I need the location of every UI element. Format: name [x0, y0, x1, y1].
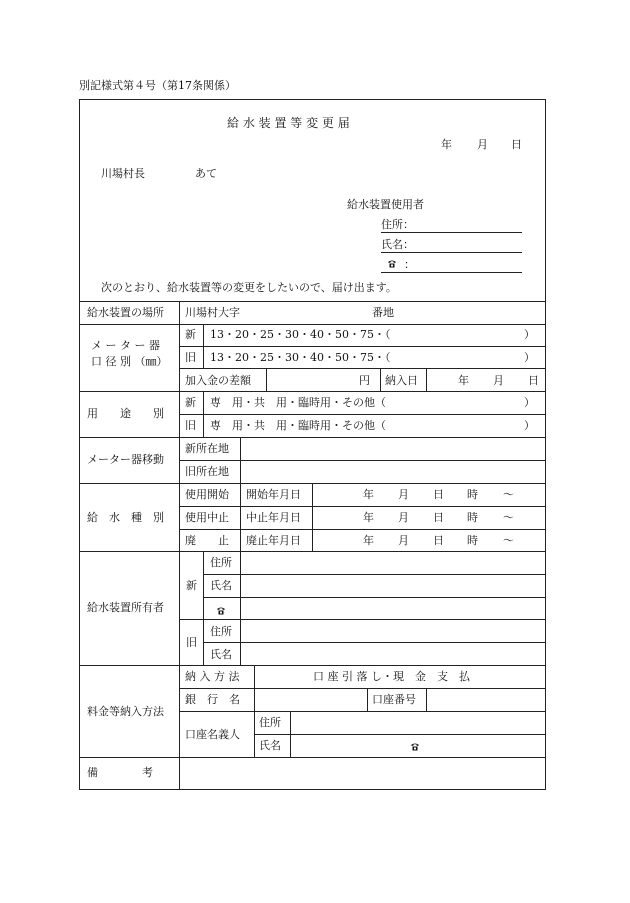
supply-month-2: 月	[398, 534, 409, 547]
addressee-name: 川場村長	[101, 167, 145, 180]
telephone-icon	[387, 259, 397, 268]
meter-new-label: 新	[185, 328, 196, 341]
meter-move-old: 旧所在地	[185, 465, 229, 478]
supply-type-label: 給 水 種 別	[87, 511, 164, 524]
owner-new-address: 住所	[210, 556, 232, 569]
supply-hour-1: 時	[467, 511, 478, 524]
supply-day-1: 日	[433, 511, 444, 524]
owner-new-name: 氏名	[210, 579, 232, 592]
fee-yen: 円	[359, 374, 370, 387]
date-day: 日	[511, 138, 522, 151]
usage-new-label: 新	[185, 396, 196, 409]
date-month: 月	[477, 138, 488, 151]
bank-name-label: 銀 行 名	[185, 693, 240, 706]
pay-day-label: 納入日	[385, 374, 418, 387]
usage-old-options[interactable]: 専 用・共 用・臨時用・その他（	[210, 419, 386, 432]
payment-method-label: 納 入 方 法	[185, 670, 240, 683]
supply-year-1: 年	[363, 511, 374, 524]
owner-old-address: 住所	[210, 625, 232, 638]
supply-tilde-1: ～	[503, 511, 514, 524]
supply-tilde-2: ～	[503, 534, 514, 547]
meter-move-new: 新所在地	[185, 442, 229, 455]
holder-name-label: 氏名	[259, 739, 281, 752]
supply-date-label-2: 廃止年月日	[246, 534, 301, 547]
usage-old-close: ）	[524, 419, 535, 432]
location-banchi: 番地	[372, 306, 394, 319]
form-number: 別記様式第４号（第17条関係）	[79, 79, 236, 92]
remarks-label: 備 考	[87, 766, 153, 779]
owner-telephone-icon	[216, 606, 226, 615]
owner-old-label: 旧	[186, 636, 197, 649]
form-frame	[79, 99, 546, 790]
holder-address-label: 住所	[259, 716, 281, 729]
meter-label-2: 口 径 別 （㎜）	[91, 355, 168, 368]
applicant-heading: 給水装置使用者	[347, 198, 424, 211]
supply-kind-0: 使用開始	[185, 488, 229, 501]
usage-new-close: ）	[524, 396, 535, 409]
supply-date-label-1: 中止年月日	[246, 511, 301, 524]
account-holder-label: 口座名義人	[185, 728, 240, 741]
pay-month: 月	[493, 374, 504, 387]
payment-method-value[interactable]: 口 座 引 落 し・現 金 支 払	[313, 670, 470, 683]
pay-day: 日	[528, 374, 539, 387]
usage-new-options[interactable]: 専 用・共 用・臨時用・その他（	[210, 396, 386, 409]
applicant-tel-colon: ：	[404, 258, 415, 271]
applicant-name-label: 氏名：	[381, 238, 414, 251]
holder-telephone-icon	[410, 742, 420, 751]
supply-year-0: 年	[363, 488, 374, 501]
meter-old-sizes[interactable]: 13・20・25・30・40・50・75・（	[210, 351, 391, 364]
applicant-address-label: 住所：	[381, 218, 414, 231]
supply-month-0: 月	[398, 488, 409, 501]
location-village: 川場村大字	[185, 306, 240, 319]
meter-old-label: 旧	[185, 351, 196, 364]
meter-new-sizes[interactable]: 13・20・25・30・40・50・75・（	[210, 328, 391, 341]
meter-old-close: ）	[524, 351, 535, 364]
date-year: 年	[441, 138, 452, 151]
supply-month-1: 月	[398, 511, 409, 524]
fee-diff-label: 加入金の差額	[185, 374, 251, 387]
applicant-address-line[interactable]	[381, 232, 522, 233]
supply-year-2: 年	[363, 534, 374, 547]
addressee-suffix: あて	[195, 167, 217, 180]
supply-kind-2: 廃 止	[185, 534, 229, 547]
meter-move-label: メーター器移動	[87, 453, 164, 466]
form-title: 給 水 装 置 等 変 更 届	[227, 116, 350, 130]
supply-date-label-0: 開始年月日	[246, 488, 301, 501]
meter-new-close: ）	[524, 328, 535, 341]
payment-label: 料金等納入方法	[87, 705, 164, 718]
owner-label: 給水装置所有者	[87, 601, 164, 614]
supply-hour-2: 時	[467, 534, 478, 547]
supply-day-2: 日	[433, 534, 444, 547]
applicant-tel-line[interactable]	[381, 272, 522, 273]
intro-text: 次のとおり、給水装置等の変更をしたいので、届け出ます。	[101, 281, 397, 294]
supply-kind-1: 使用中止	[185, 511, 229, 524]
supply-tilde-0: ～	[503, 488, 514, 501]
owner-new-label: 新	[186, 579, 197, 592]
usage-label: 用 途 別	[87, 407, 164, 420]
usage-old-label: 旧	[185, 419, 196, 432]
owner-old-name: 氏名	[210, 648, 232, 661]
location-label: 給水装置の場所	[87, 306, 164, 319]
meter-label-1: メ ー タ ー 器	[91, 339, 160, 352]
applicant-name-line[interactable]	[381, 252, 522, 253]
supply-day-0: 日	[433, 488, 444, 501]
pay-year: 年	[458, 374, 469, 387]
supply-hour-0: 時	[467, 488, 478, 501]
account-no-label: 口座番号	[372, 693, 416, 706]
